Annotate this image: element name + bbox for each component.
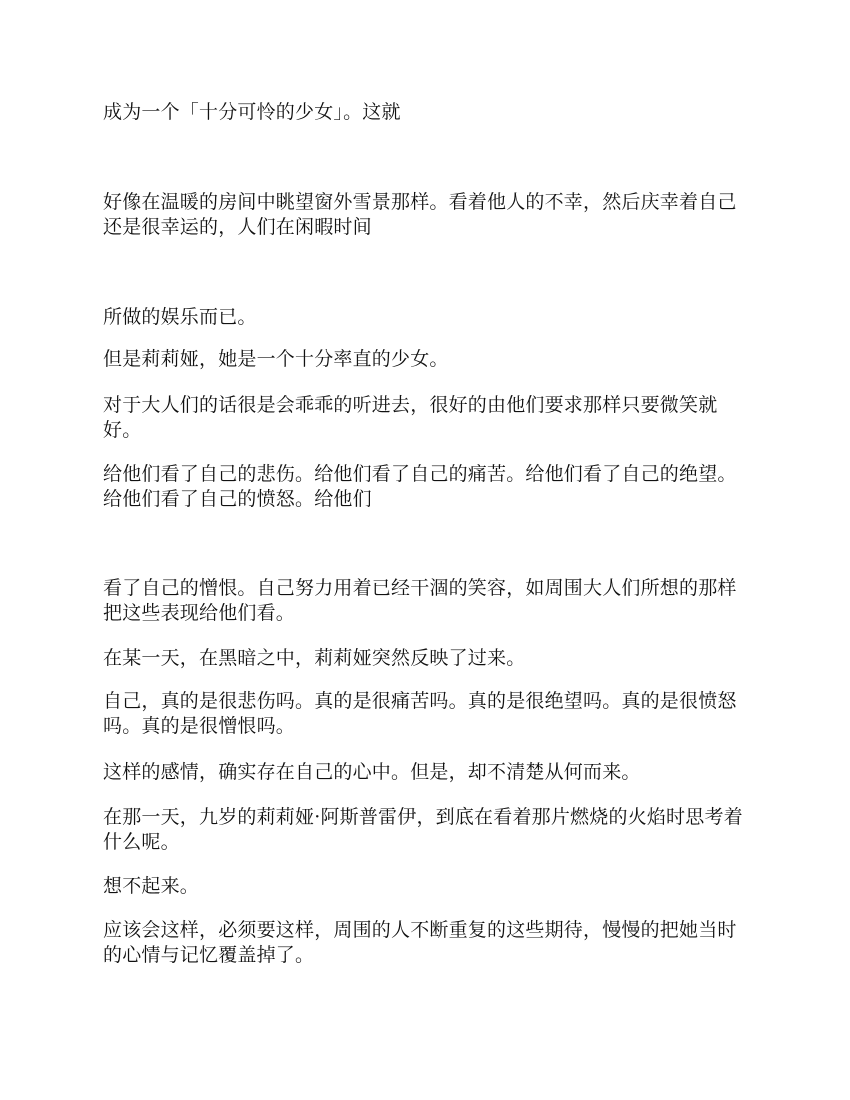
paragraph-2: 好像在温暖的房间中眺望窗外雪景那样。看着他人的不幸，然后庆幸着自己还是很幸运的，人们在闲暇时间 [103, 191, 737, 238]
paragraph-10: 这样的感情，确实存在自己的心中。但是，却不清楚从何而来。 [103, 761, 641, 783]
paragraph-9: 自己，真的是很悲伤吗。真的是很痛苦吗。真的是很绝望吗。真的是很愤怒吗。真的是很憎恨吗。 [103, 690, 737, 737]
paragraph-5: 对于大人们的话很是会乖乖的听进去，很好的由他们要求那样只要微笑就好。 [103, 394, 718, 441]
paragraph-8: 在某一天，在黑暗之中，莉莉娅突然反映了过来。 [103, 647, 526, 669]
paragraph-6: 给他们看了自己的悲伤。给他们看了自己的痛苦。给他们看了自己的绝望。给他们看了自己的愤怒。给他们 [103, 463, 737, 510]
paragraph-4: 但是莉莉娅，她是一个十分率直的少女。 [103, 348, 449, 370]
paragraph-13: 应该会这样，必须要这样，周围的人不断重复的这些期待，慢慢的把她当时的心情与记忆覆盖掉了。 [103, 919, 737, 966]
paragraph-1: 成为一个「十分可怜的少女」。这就 [103, 101, 401, 123]
paragraph-3: 所做的娱乐而已。 [103, 306, 257, 328]
paragraph-7: 看了自己的憎恨。自己努力用着已经干涸的笑容，如周围大人们所想的那样把这些表现给他们看。 [103, 577, 737, 624]
paragraph-12: 想不起来。 [103, 875, 200, 897]
paragraph-11: 在那一天，九岁的莉莉娅·阿斯普雷伊，到底在看着那片燃烧的火焰时思考着什么呢。 [103, 806, 743, 853]
